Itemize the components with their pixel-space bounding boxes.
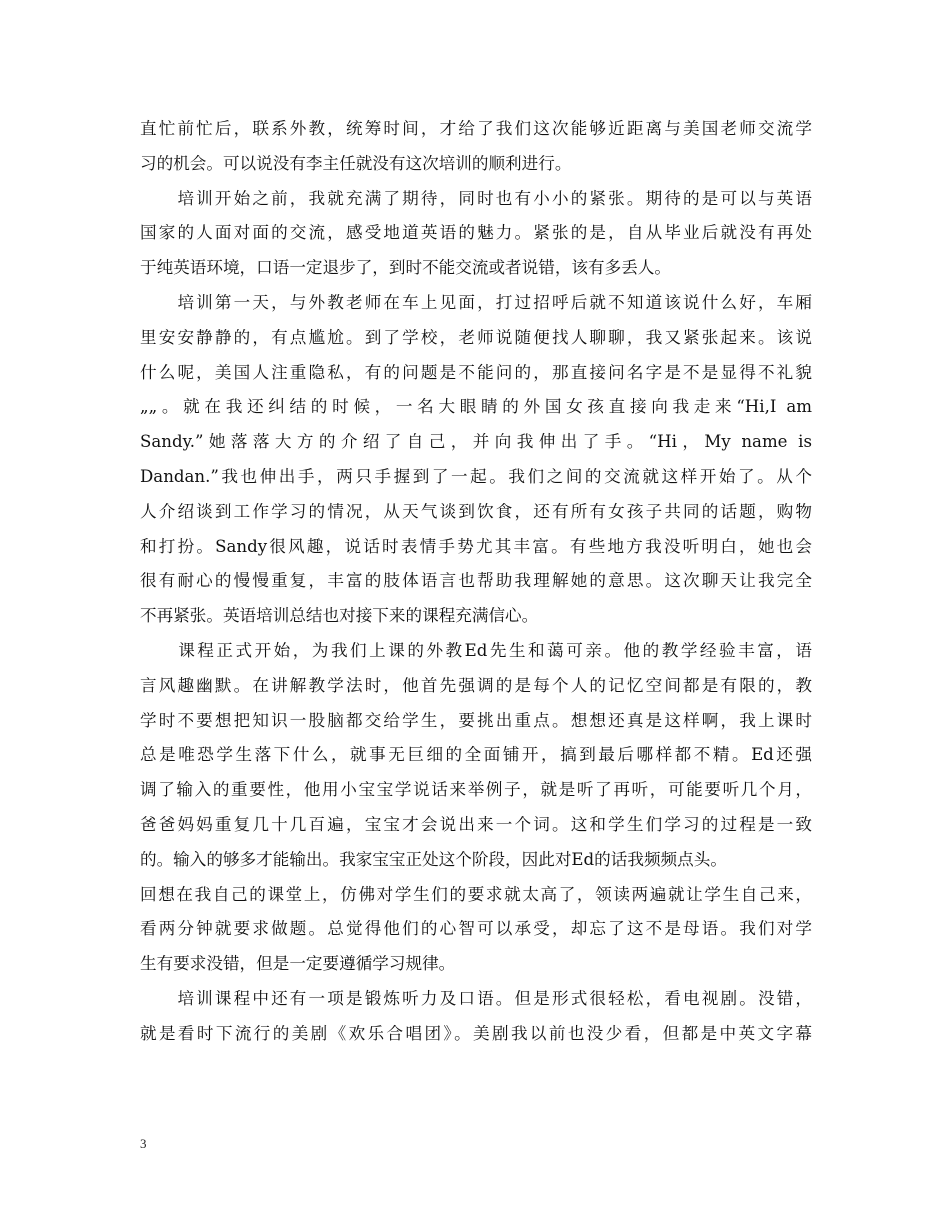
text-line: 学时不要想把知识一股脑都交给学生，要挑出重点。想想还真是这样啊，我上课时 [140,710,812,730]
page-number: 3 [140,1136,147,1151]
text-line: 生有要求没错，但是一定要遵循学习规律。 [140,954,456,974]
text-line: 就是看时下流行的美剧《欢乐合唱团》。美剧我以前也没少看，但都是中英文字幕 [140,1023,812,1043]
text-line: 课程正式开始，为我们上课的外教Ed先生和蔼可亲。他的教学经验丰富，语 [140,640,812,660]
text-line: 培训开始之前，我就充满了期待，同时也有小小的紧张。期待的是可以与英语 [140,188,812,208]
text-line: 调了输入的重要性，他用小宝宝学说话来举例子，就是听了再听，可能要听几个月， [140,780,812,800]
text-line: 人介绍谈到工作学习的情况，从天气谈到饮食，还有所有女孩子共同的话题，购物 [140,501,812,521]
text-line: 不再紧张。英语培训总结也对接下来的课程充满信心。 [140,606,539,626]
text-line: 培训课程中还有一项是锻炼听力及口语。但是形式很轻松，看电视剧。没错， [140,988,812,1008]
text-line: 于纯英语环境，口语一定退步了，到时不能交流或者说错，该有多丢人。 [140,258,671,278]
text-line: 直忙前忙后，联系外教，统筹时间，才给了我们这次能够近距离与美国老师交流学 [140,119,812,138]
text-line: 回想在我自己的课堂上，仿佛对学生们的要求就太高了，领读两遍就让学生自己来， [140,884,812,904]
text-line: Sandy.”她落落大方的介绍了自己，并向我伸出了手。“Hi，My name is [140,432,812,452]
text-line: 里安安静静的，有点尴尬。到了学校，老师说随便找人聊聊，我又紧张起来。该说 [140,327,812,347]
text-line: 很有耐心的慢慢重复，丰富的肢体语言也帮助我理解她的意思。这次聊天让我完全 [140,571,812,591]
text-line: 总是唯恐学生落下什么，就事无巨细的全面铺开，搞到最后哪样都不精。Ed还强 [140,745,812,765]
text-line: 和打扮。Sandy很风趣，说话时表情手势尤其丰富。有些地方我没听明白，她也会 [140,536,812,556]
text-line: „„。就在我还纠结的时候，一名大眼睛的外国女孩直接向我走来“Hi,I am [140,397,812,417]
text-line: Dandan.”我也伸出手，两只手握到了一起。我们之间的交流就这样开始了。从个 [140,466,812,486]
text-line: 培训第一天，与外教老师在车上见面，打过招呼后就不知道该说什么好，车厢 [140,292,812,312]
text-line: 国家的人面对面的交流，感受地道英语的魅力。紧张的是，自从毕业后就没有再处 [140,223,812,243]
text-line: 的。输入的够多才能输出。我家宝宝正处这个阶段，因此对Ed的话我频频点头。 [140,849,727,869]
body-text [140,112,812,1052]
text-line: 爸爸妈妈重复几十几百遍，宝宝才会说出来一个词。这和学生们学习的过程是一致 [140,814,812,834]
text-line: 言风趣幽默。在讲解教学法时，他首先强调的是每个人的记忆空间都是有限的，教 [140,675,812,695]
text-line: 什么呢，美国人注重隐私，有的问题是不能问的，那直接问名字是不是显得不礼貌 [140,362,812,382]
text-line: 习的机会。可以说没有李主任就没有这次培训的顺利进行。 [140,153,572,173]
text-line: 看两分钟就要求做题。总觉得他们的心智可以承受，却忘了这不是母语。我们对学 [140,919,812,939]
